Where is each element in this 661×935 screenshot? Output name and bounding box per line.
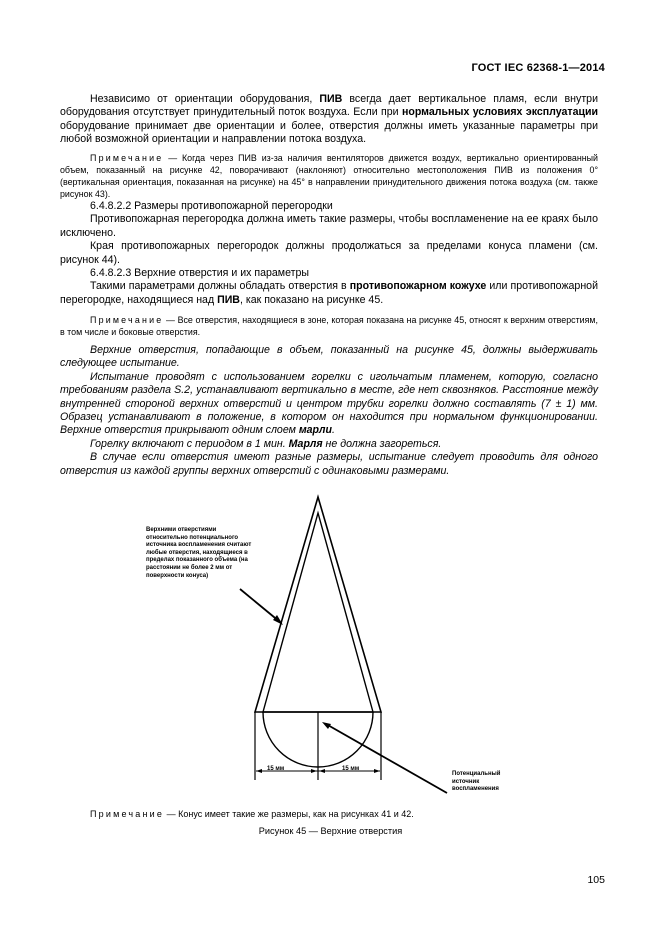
note-openings: Примечание — Все отверстия, находящиеся в зоне, которая показана на рисунке 45, относят к верхним отверстиям, в том числе и боковые отверстия.	[60, 315, 598, 337]
leader-arrowhead	[322, 722, 331, 729]
figure-note: Примечание — Конус имеет такие же размеры, как на рисунках 41 и 42.	[90, 809, 414, 819]
leader-line-openings	[240, 589, 280, 622]
outer-cone	[255, 497, 381, 712]
section-6-4-8-2-2: 6.4.8.2.2 Размеры противопожарной перегородки Противопожарная перегородка должна иметь такие размеры, чтобы воспламенение на ее краях было исключено. Края противопожарных перегородок должны продолжаться за пределами конуса пламени (см. рисунок 44). 6.4.8.2.3 Верхние отверстия и их параметры Такими параметрами должны обладать отверстия в противопожарном кожухе или противопожарной перегородке, находящиеся над ПИВ, как показано на рисунке 45.	[60, 200, 598, 306]
dimension-label-right: 15 мм	[342, 766, 360, 772]
arrowhead	[311, 769, 317, 773]
figure-caption: Рисунок 45 — Верхние отверстия	[258, 826, 403, 836]
note-fans: Примечание — Когда через ПИВ из-за наличия вентиляторов движется воздух, вертикально ориентированный объем, показанный на рисунке 42, поворачивают (наклоняют) относительно местоположения ПИВ из положения 0° (вертикальная ориентация, показанная на рисунке) на 45° в направлении принудительного движения потока воздуха (см. также рисунок 43).	[60, 153, 598, 199]
arrowhead	[256, 769, 262, 773]
arrowhead	[319, 769, 325, 773]
paragraph-orientation: Независимо от ориентации оборудования, ПИВ всегда дает вертикальное пламя, если внутри оборудования отсутствует принудительный поток воздуха. Если при нормальных условиях эксплуатации оборудование принимает две ориентации и более, отверстия должны иметь указанные параметры при любой возможной ориентации и направлении потока воздуха.	[60, 93, 599, 146]
standard-header: ГОСТ IEC 62368-1—2014	[471, 62, 605, 74]
page-number: 105	[587, 874, 605, 886]
label-ignition-source: Потенциальный источник воспламенения	[452, 771, 501, 793]
label-top-openings: Верхними отверстиями относительно потенциального источника воспламенения считают любые отверстия, находящиеся в пределах показанного объема (на расстоянии не более 2 мм от поверхности конуса)	[146, 527, 252, 579]
inner-cone	[263, 513, 373, 712]
section-heading: 6.4.8.2.2 Размеры противопожарной перегородки	[90, 200, 333, 212]
test-procedure: Верхние отверстия, попадающие в объем, показанный на рисунке 45, должны выдерживать следующее испытание. Испытание проводят с использованием горелки с игольчатым пламенем, которую, согласно требованиям раздела S.2, устанавливают вертикально в месте, где нет сквозняков. Расстояние между внутренней стороной верхних отверстий и центром трубки горелки должно составлять (7 ± 1) мм. Образец устанавливают в положение, в котором он находится при нормальном функционировании. Верхние отверстия прикрывают одним слоем марли. Горелку включают с периодом в 1 мин. Марля не должна загореться. В случае если отверстия имеют разные размеры, испытание следует проводить для одного отверстия из каждой группы верхних отверстий с одинаковыми размерами.	[60, 344, 598, 477]
dimension-label-left: 15 мм	[267, 766, 285, 772]
arrowhead	[374, 769, 380, 773]
leader-line-ignition	[326, 724, 447, 793]
section-heading: 6.4.8.2.3 Верхние отверстия и их параметры	[90, 267, 309, 280]
